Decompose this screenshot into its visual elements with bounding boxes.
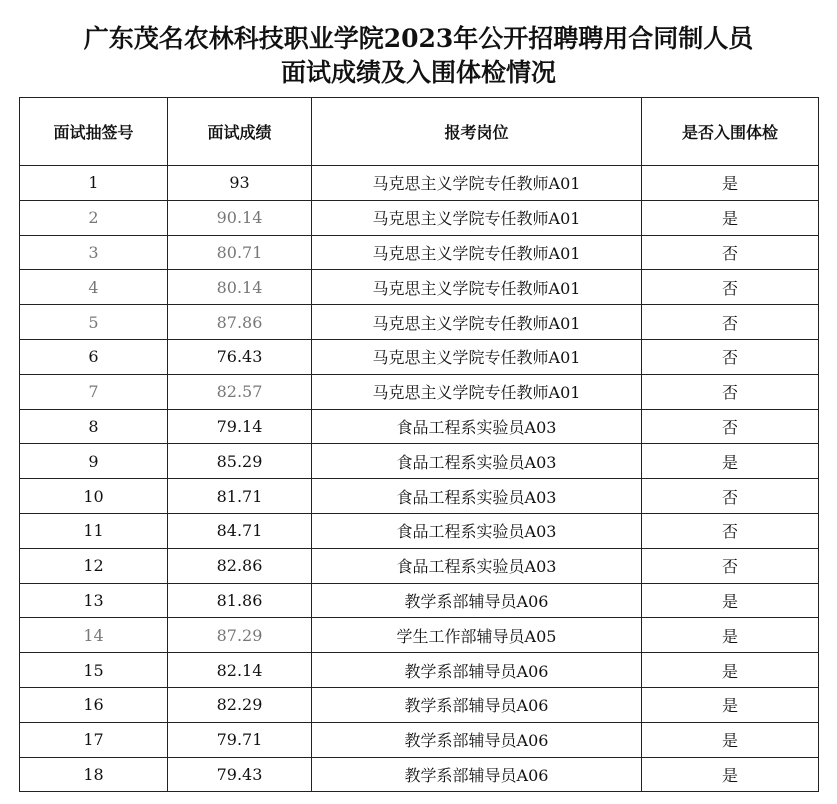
table-row bbox=[20, 235, 819, 270]
cell-draw-number: 8 bbox=[20, 409, 168, 444]
cell-position: 教学系部辅导员A06 bbox=[312, 757, 642, 792]
table-row bbox=[20, 583, 819, 618]
cell-shortlisted: 是 bbox=[642, 166, 819, 201]
cell-shortlisted: 是 bbox=[642, 444, 819, 479]
cell-score: 81.71 bbox=[168, 479, 312, 514]
cell-position: 马克思主义学院专任教师A01 bbox=[312, 270, 642, 305]
cell-shortlisted: 是 bbox=[642, 757, 819, 792]
cell-score: 82.57 bbox=[168, 374, 312, 409]
cell-position: 教学系部辅导员A06 bbox=[312, 653, 642, 688]
cell-position: 马克思主义学院专任教师A01 bbox=[312, 374, 642, 409]
page-title-line1: 广东茂名农林科技职业学院2023年公开招聘聘用合同制人员 bbox=[83, 24, 754, 53]
cell-draw-number: 4 bbox=[20, 270, 168, 305]
header-position: 报考岗位 bbox=[312, 98, 642, 166]
header-draw-number: 面试抽签号 bbox=[20, 98, 168, 166]
cell-shortlisted: 否 bbox=[642, 548, 819, 583]
cell-draw-number: 16 bbox=[20, 687, 168, 722]
table-row bbox=[20, 409, 819, 444]
table-row bbox=[20, 618, 819, 653]
cell-shortlisted: 是 bbox=[642, 653, 819, 688]
table-row bbox=[20, 270, 819, 305]
cell-shortlisted: 是 bbox=[642, 583, 819, 618]
cell-draw-number: 13 bbox=[20, 583, 168, 618]
cell-score: 82.86 bbox=[168, 548, 312, 583]
results-table bbox=[19, 97, 819, 792]
cell-draw-number: 17 bbox=[20, 722, 168, 757]
cell-shortlisted: 否 bbox=[642, 270, 819, 305]
cell-score: 79.14 bbox=[168, 409, 312, 444]
cell-draw-number: 10 bbox=[20, 479, 168, 514]
table-row bbox=[20, 339, 819, 374]
cell-position: 食品工程系实验员A03 bbox=[312, 444, 642, 479]
table-row bbox=[20, 687, 819, 722]
table-header-row bbox=[20, 98, 819, 166]
cell-shortlisted: 是 bbox=[642, 200, 819, 235]
cell-position: 马克思主义学院专任教师A01 bbox=[312, 200, 642, 235]
table-row bbox=[20, 166, 819, 201]
cell-score: 85.29 bbox=[168, 444, 312, 479]
cell-draw-number: 9 bbox=[20, 444, 168, 479]
table-row bbox=[20, 305, 819, 340]
cell-draw-number: 15 bbox=[20, 653, 168, 688]
cell-draw-number: 2 bbox=[20, 200, 168, 235]
cell-draw-number: 11 bbox=[20, 513, 168, 548]
cell-draw-number: 18 bbox=[20, 757, 168, 792]
cell-score: 76.43 bbox=[168, 339, 312, 374]
cell-score: 82.14 bbox=[168, 653, 312, 688]
cell-score: 87.86 bbox=[168, 305, 312, 340]
cell-position: 食品工程系实验员A03 bbox=[312, 479, 642, 514]
cell-position: 学生工作部辅导员A05 bbox=[312, 618, 642, 653]
table-row bbox=[20, 200, 819, 235]
cell-shortlisted: 是 bbox=[642, 722, 819, 757]
cell-draw-number: 7 bbox=[20, 374, 168, 409]
cell-position: 食品工程系实验员A03 bbox=[312, 513, 642, 548]
cell-position: 马克思主义学院专任教师A01 bbox=[312, 166, 642, 201]
cell-position: 食品工程系实验员A03 bbox=[312, 409, 642, 444]
cell-score: 81.86 bbox=[168, 583, 312, 618]
cell-score: 82.29 bbox=[168, 687, 312, 722]
cell-score: 80.71 bbox=[168, 235, 312, 270]
cell-draw-number: 6 bbox=[20, 339, 168, 374]
cell-score: 79.71 bbox=[168, 722, 312, 757]
header-shortlisted: 是否入围体检 bbox=[642, 98, 819, 166]
cell-draw-number: 3 bbox=[20, 235, 168, 270]
cell-shortlisted: 否 bbox=[642, 513, 819, 548]
cell-position: 教学系部辅导员A06 bbox=[312, 722, 642, 757]
cell-position: 马克思主义学院专任教师A01 bbox=[312, 305, 642, 340]
cell-shortlisted: 否 bbox=[642, 409, 819, 444]
table-row bbox=[20, 548, 819, 583]
cell-draw-number: 12 bbox=[20, 548, 168, 583]
cell-position: 食品工程系实验员A03 bbox=[312, 548, 642, 583]
table-row bbox=[20, 757, 819, 792]
cell-shortlisted: 否 bbox=[642, 374, 819, 409]
cell-shortlisted: 是 bbox=[642, 618, 819, 653]
table-row bbox=[20, 479, 819, 514]
cell-position: 马克思主义学院专任教师A01 bbox=[312, 235, 642, 270]
cell-position: 马克思主义学院专任教师A01 bbox=[312, 339, 642, 374]
cell-shortlisted: 是 bbox=[642, 687, 819, 722]
cell-position: 教学系部辅导员A06 bbox=[312, 583, 642, 618]
table-row bbox=[20, 722, 819, 757]
cell-score: 80.14 bbox=[168, 270, 312, 305]
cell-score: 84.71 bbox=[168, 513, 312, 548]
cell-draw-number: 14 bbox=[20, 618, 168, 653]
page-title-line2: 面试成绩及入围体检情况 bbox=[280, 58, 556, 87]
cell-score: 87.29 bbox=[168, 618, 312, 653]
table-row bbox=[20, 374, 819, 409]
cell-draw-number: 5 bbox=[20, 305, 168, 340]
header-score: 面试成绩 bbox=[168, 98, 312, 166]
table-row bbox=[20, 513, 819, 548]
table-body bbox=[20, 166, 819, 792]
cell-shortlisted: 否 bbox=[642, 305, 819, 340]
cell-score: 90.14 bbox=[168, 200, 312, 235]
cell-score: 93 bbox=[168, 166, 312, 201]
cell-shortlisted: 否 bbox=[642, 479, 819, 514]
table-row bbox=[20, 653, 819, 688]
cell-shortlisted: 否 bbox=[642, 339, 819, 374]
cell-draw-number: 1 bbox=[20, 166, 168, 201]
cell-score: 79.43 bbox=[168, 757, 312, 792]
cell-position: 教学系部辅导员A06 bbox=[312, 687, 642, 722]
table-row bbox=[20, 444, 819, 479]
cell-shortlisted: 否 bbox=[642, 235, 819, 270]
